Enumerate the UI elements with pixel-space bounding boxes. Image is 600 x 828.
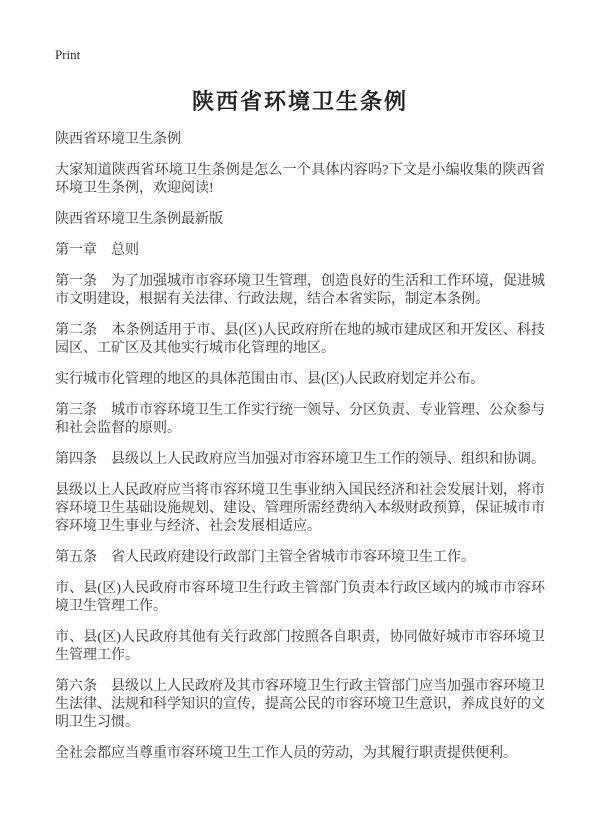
paragraph: 县级以上人民政府应当将市容环境卫生事业纳入国民经济和社会发展计划，将市容环境卫生基础设施规划、建设、管理所需经费纳入本级财政预算，保证城市市容环境卫生事业与经济、社会发展相适应。: [55, 483, 545, 534]
paragraph: 市、县(区)人民政府市容环境卫生行政主管部门负责本行政区域内的城市市容环境卫生管理工作。: [55, 581, 545, 614]
paragraph: 大家知道陕西省环境卫生条例是怎么一个具体内容吗?下文是小编收集的陕西省环境卫生条例，欢迎阅读!: [55, 163, 545, 196]
paragraph: 陕西省环境卫生条例: [55, 132, 181, 147]
page-title: 陕西省环境卫生条例: [191, 89, 408, 114]
document-body: [55, 131, 545, 763]
paragraph: 全社会都应当尊重市容环境卫生工作人员的劳动，为其履行职责提供便利。: [55, 746, 517, 761]
paragraph: 第五条 省人民政府建设行政部门主管全省城市市容环境卫生工作。: [55, 550, 475, 565]
paragraph: 第六条 县级以上人民政府及其市容环境卫生行政主管部门应当加强市容环境卫生法律、法规和科学知识的宣传，提高公民的市容环境卫生意识，养成良好的文明卫生习惯。: [55, 679, 545, 730]
paragraph: 第一章 总则: [55, 243, 139, 258]
paragraph: 第四条 县级以上人民政府应当加强对市容环境卫生工作的领导、组织和协调。: [55, 452, 545, 467]
paragraph: 第三条 城市市容环境卫生工作实行统一领导、分区负责、专业管理、公众参与和社会监督的原则。: [55, 403, 545, 436]
paragraph: 第二条 本条例适用于市、县(区)人民政府所在地的城市建成区和开发区、科技园区、工矿区及其他实行城市化管理的地区。: [55, 323, 545, 356]
paragraph: 第一条 为了加强城市市容环境卫生管理，创造良好的生活和工作环境，促进城市文明建设，根据有关法律、行政法规，结合本省实际，制定本条例。: [55, 274, 545, 307]
paragraph: 陕西省环境卫生条例最新版: [55, 212, 223, 227]
print-button[interactable]: Print: [55, 47, 81, 62]
paragraph: 实行城市化管理的地区的具体范围由市、县(区)人民政府划定并公布。: [55, 372, 485, 387]
paragraph: 市、县(区)人民政府其他有关行政部门按照各自职责，协同做好城市市容环境卫生管理工作。: [55, 630, 545, 663]
